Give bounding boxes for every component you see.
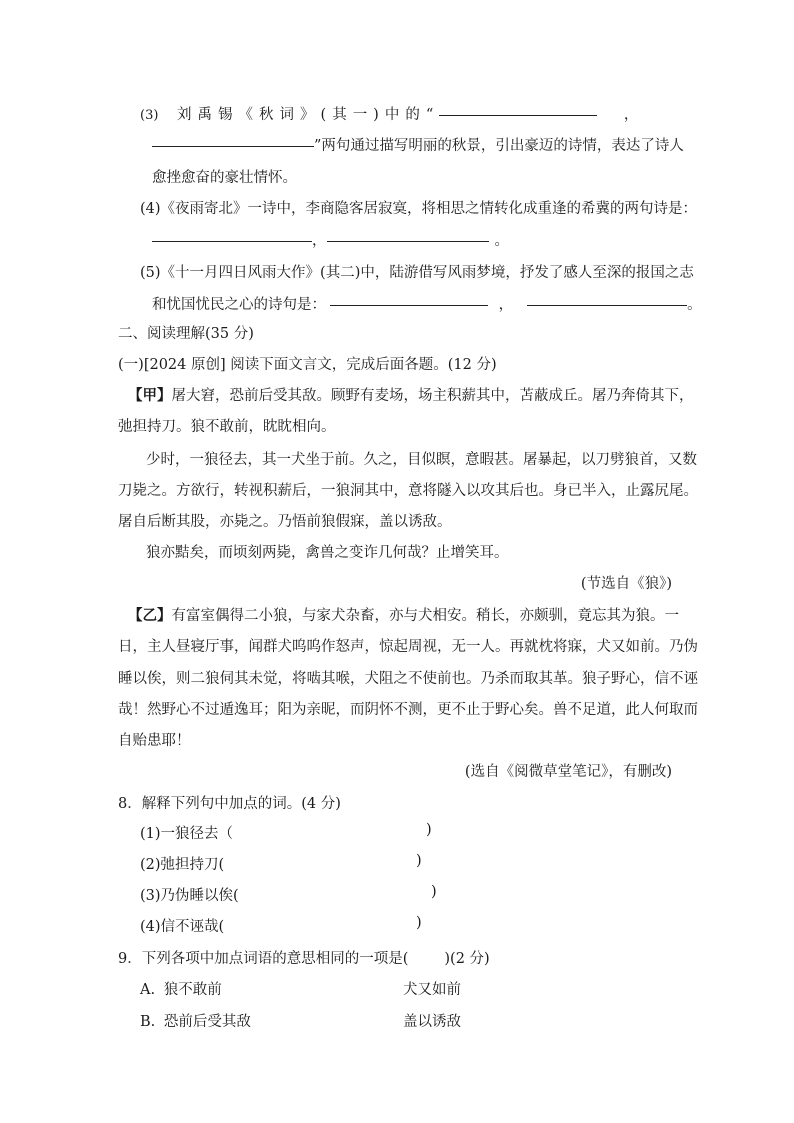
option-b[interactable] (140, 1010, 251, 1031)
passage-yi-line-1 (128, 604, 679, 625)
passage-jia-line-5: 屠自后断其股，亦毙之。乃悟前狼假寐，盖以诱敌。 (118, 514, 452, 530)
question-8-item-label: (4)信不诬哉( (140, 919, 225, 935)
question-3-lead: 刘禹锡《秋词》(其一)中的“ (177, 107, 440, 123)
option-a[interactable] (140, 978, 222, 999)
question-5-comma: ， (498, 297, 514, 313)
passage-yi-line-3: 睡以俟，则二狼伺其未觉，将啮其喉，犬阻之不使前也。乃杀而取其革。狼子野心，信不诬 (118, 671, 698, 687)
answer-blank-5b[interactable] (527, 304, 687, 306)
passage-jia-line-3: 少时，一狼径去，其一犬坐于前。久之，目似瞑，意暇甚。屠暴起，以刀劈狼首，又数 (146, 452, 697, 468)
answer-blank-3a[interactable] (439, 114, 597, 116)
passage-yi-line-5: 自贻患耶！ (118, 733, 191, 749)
option-a-right: 犬又如前 (403, 982, 461, 998)
question-3-line-3: 愈挫愈奋的豪壮情怀。 (152, 170, 297, 186)
answer-slot-8-2[interactable]: ) (416, 853, 422, 869)
question-3-line-1 (140, 103, 638, 124)
question-4-line-1: (4)《夜雨寄北》一诗中，李商隐客居寂寞，将相思之情转化成重逢的希冀的两句诗是： (140, 201, 698, 217)
question-3-text: ”两句通过描写明丽的秋景，引出豪迈的诗情，表达了诗人 (314, 138, 684, 154)
question-9-title-a: 9．下列各项中加点词语的意思相同的一项是( (118, 951, 409, 967)
question-8-title: 8．解释下列句中加点的词。(4 分) (118, 796, 341, 812)
passage-jia-source: (节选自《狼》) (580, 576, 672, 592)
passage-jia-line-6: 狼亦黠矣，而顷刻两毙，禽兽之变诈几何哉？止增笑耳。 (146, 545, 509, 561)
question-8-item-1 (140, 822, 432, 843)
passage-jia-line-4: 刀毙之。方欲行，转视积薪后，一狼洞其中，意将隧入以攻其后也。身已半入，止露尻尾。 (118, 483, 698, 499)
question-8-item-label: (2)弛担持刀( (140, 857, 225, 873)
option-key: A. (140, 982, 156, 998)
option-b-right: 盖以诱敌 (403, 1014, 461, 1030)
answer-slot-8-4[interactable]: ) (416, 915, 422, 931)
section-2-title: 二、阅读理解(35 分) (118, 326, 254, 342)
passage-jia-text: 屠大窘，恐前后受其敌。顾野有麦场，场主积薪其中，苫蔽成丘。屠乃奔倚其下， (171, 388, 694, 404)
answer-blank-4b[interactable] (327, 240, 489, 242)
question-8-item-label: (3)乃伪睡以俟( (140, 888, 239, 904)
question-4-comma: ， (312, 233, 327, 249)
passage-yi-line-2: 日，主人昼寝厅事，闻群犬呜呜作怒声，惊起周视，无一人。再就枕将寐，犬又如前。乃伪 (118, 639, 698, 655)
question-8-item-3 (140, 884, 437, 905)
option-left: 狼不敢前 (163, 982, 222, 998)
question-8-item-label: (1)一狼径去（ (140, 826, 234, 842)
passage-yi-source: (选自《阅微草堂笔记》，有删改) (464, 764, 672, 780)
passage-jia-line-2: 弛担持刀。狼不敢前，眈眈相向。 (118, 419, 336, 435)
option-key: B. (140, 1014, 156, 1030)
passage-jia-label: 【甲】 (128, 387, 172, 404)
question-3-comma: ， (623, 107, 639, 123)
passage-jia-line-1 (128, 384, 694, 405)
answer-blank-5a[interactable] (330, 304, 488, 306)
question-3-number: (3) (140, 108, 159, 123)
passage-yi-label: 【乙】 (128, 607, 172, 624)
question-9-title (118, 947, 490, 968)
answer-blank-4a[interactable] (152, 240, 312, 242)
passage-yi-line-4: 哉！然野心不过遁逸耳；阳为亲昵，而阴怀不测，更不止于野心矣。兽不足道，此人何取而 (118, 702, 698, 718)
answer-blank-3b[interactable] (152, 145, 314, 147)
answer-slot-8-1[interactable]: ) (426, 822, 432, 838)
question-8-item-2 (140, 853, 422, 874)
passage-yi-text: 有富室偶得二小狼，与家犬杂畜，亦与犬相安。稍长，亦颇驯，竟忘其为狼。一 (171, 608, 679, 624)
question-9-title-b: )(2 分) (444, 951, 490, 967)
question-4-line-2 (152, 229, 509, 250)
option-left: 恐前后受其敌 (163, 1014, 251, 1030)
question-8-item-4 (140, 915, 422, 936)
answer-slot-8-3[interactable]: ) (431, 884, 437, 900)
question-3-line-2 (152, 134, 684, 155)
question-5-line-1: (5)《十一月四日风雨大作》(其二)中，陆游借写风雨梦境，抒发了感人至深的报国之志 (140, 265, 694, 281)
question-5-period: 。 (687, 297, 702, 313)
part-1-title: (一)[2024 原创] 阅读下面文言文，完成后面各题。(12 分) (118, 357, 497, 373)
question-4-period: 。 (494, 233, 509, 249)
question-5-line-2 (152, 293, 702, 314)
question-5-lead: 和忧国忧民之心的诗句是： (152, 297, 326, 313)
